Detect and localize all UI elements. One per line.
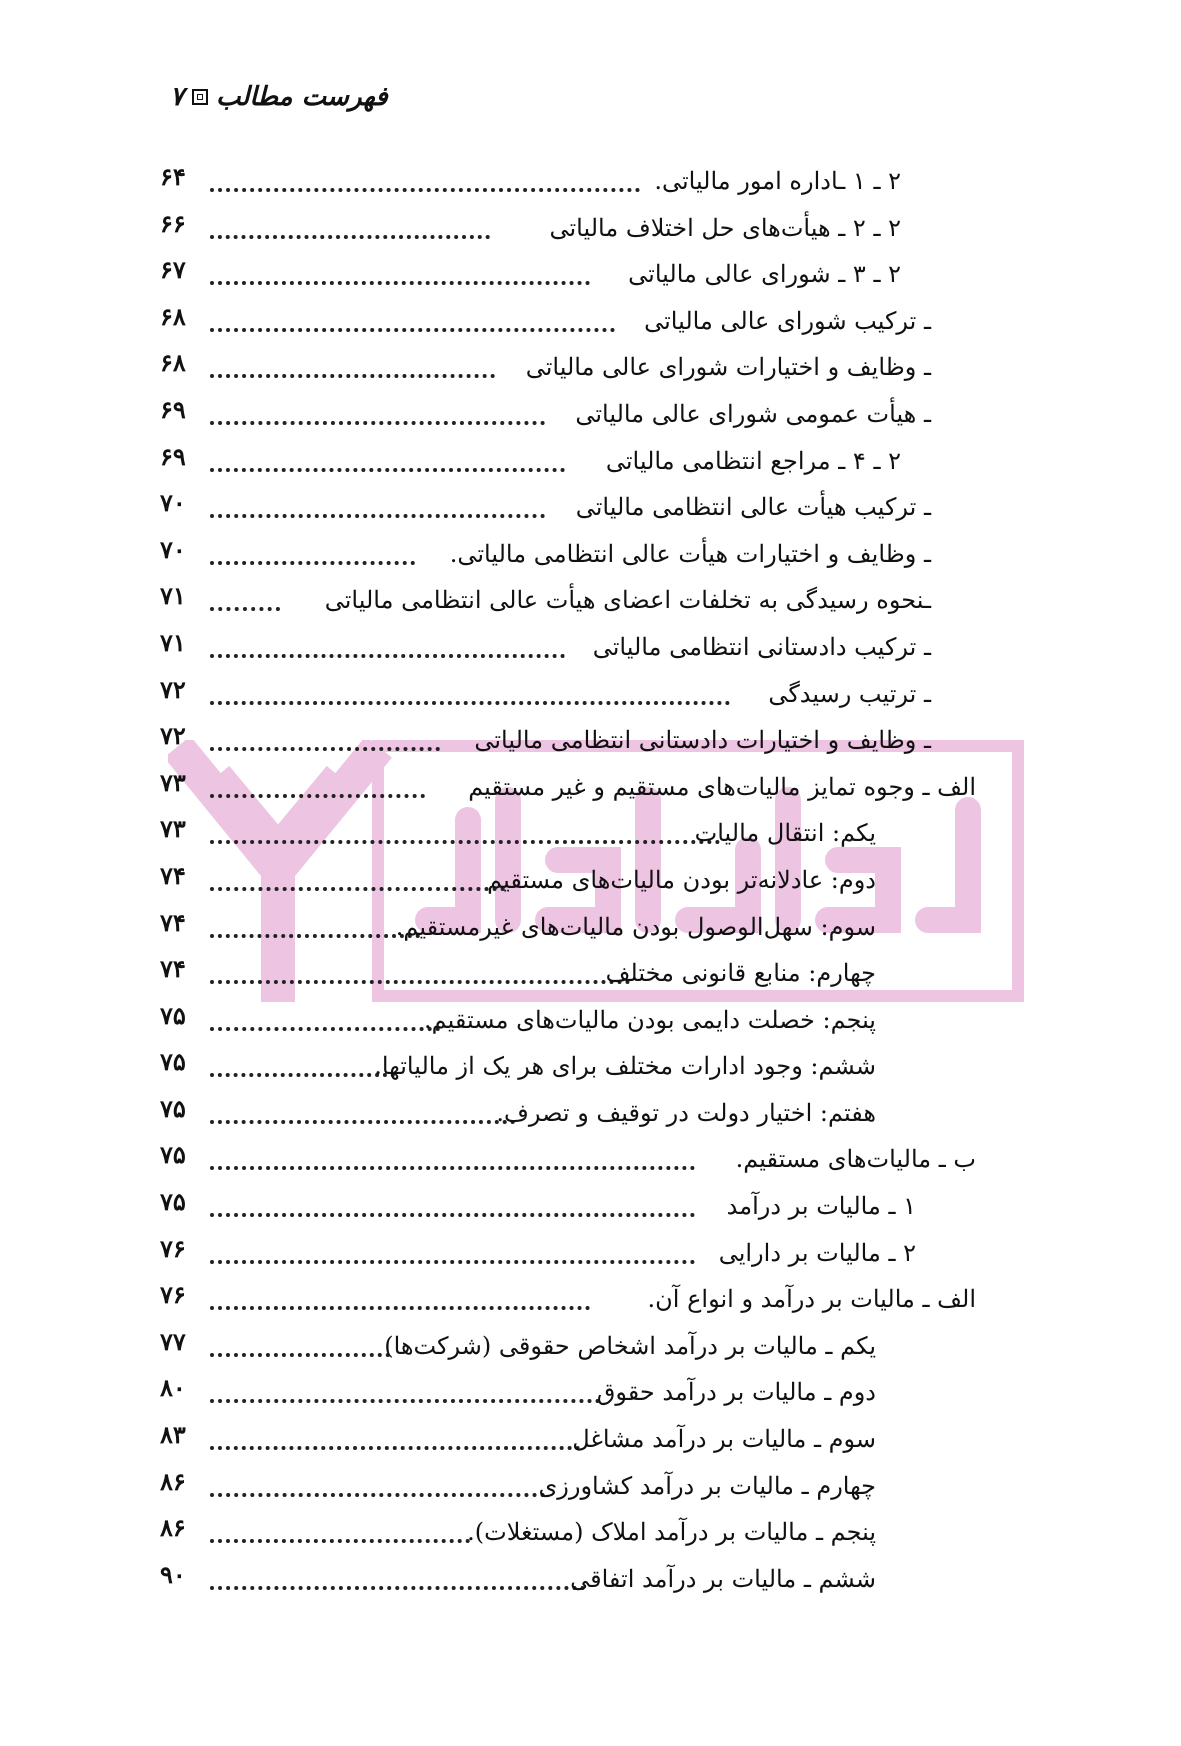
- toc-entry: [0, 1463, 1181, 1510]
- toc-entry-page: ۷۵: [160, 1000, 186, 1030]
- toc-entry-title: پنجم: خصلت دایمی بودن مالیات‌های مستقیم.: [424, 1005, 876, 1034]
- toc-entry-title: ـ هیأت عمومی شورای عالی مالیاتی: [575, 399, 931, 428]
- toc-entry: [0, 531, 1181, 578]
- toc-entry: [0, 1136, 1181, 1183]
- toc-entry: [0, 857, 1181, 904]
- toc-entry-title: الف ـ مالیات بر درآمد و انواع آن.: [647, 1285, 976, 1314]
- toc-entry-page: ۶۴: [160, 162, 186, 191]
- toc-entry-page: ۶۸: [160, 301, 186, 331]
- header-title: فهرست مطالب: [215, 82, 388, 112]
- dot-leader: [210, 628, 565, 658]
- dot-leader: [210, 675, 730, 705]
- dot-leader: [210, 1280, 590, 1310]
- toc-entry-page: ۷۳: [160, 767, 186, 797]
- dot-leader: [210, 1513, 470, 1543]
- toc-entry-title: ۲ ـ ۳ ـ شورای عالی مالیاتی: [628, 260, 901, 289]
- toc-entry: [0, 1043, 1181, 1090]
- toc-entry: [0, 624, 1181, 671]
- toc-entry: [0, 1276, 1181, 1323]
- toc-entry: [0, 577, 1181, 624]
- toc-entry-title: ۲ ـ ۲ ـ هیأت‌های حل اختلاف مالیاتی: [549, 213, 901, 242]
- toc-entry-page: ۶۹: [160, 394, 186, 424]
- toc-entry-page: ۷۲: [160, 721, 186, 751]
- toc-entry: [0, 1183, 1181, 1230]
- header-square-icon: [192, 89, 208, 105]
- toc-entry: [0, 671, 1181, 718]
- toc-entry-title: الف ـ وجوه تمایز مالیات‌های مستقیم و غیر مستقیم: [468, 772, 976, 801]
- toc-entry: [0, 950, 1181, 997]
- toc-entry-title: سوم ـ مالیات بر درآمد مشاغل: [572, 1425, 876, 1454]
- toc-entry-page: ۷۱: [160, 627, 186, 657]
- toc-entry-page: ۷۵: [160, 1140, 186, 1170]
- toc-entry-title: سوم: سهل‌الوصول بودن مالیات‌های غیرمستقیم.: [395, 912, 876, 941]
- page-header: [170, 82, 388, 112]
- dot-leader: [210, 1420, 580, 1450]
- toc-entry: [0, 997, 1181, 1044]
- toc-entry-title: ـ ترتیب رسیدگی: [768, 679, 931, 708]
- toc-entry-page: ۸۰: [160, 1373, 186, 1403]
- toc-entry-title: ۲ ـ ۴ ـ مراجع انتظامی مالیاتی: [605, 446, 901, 475]
- toc-entry-page: ۶۶: [160, 208, 186, 238]
- dot-leader: [210, 488, 545, 518]
- toc-entry-page: ۸۶: [160, 1513, 186, 1543]
- toc-entry-page: ۷۴: [160, 860, 186, 890]
- toc-entry-page: ۷۱: [160, 581, 186, 611]
- toc-entry-title: ـ ترکیب هیأت عالی انتظامی مالیاتی: [575, 493, 931, 522]
- dot-leader: [210, 1001, 440, 1031]
- dot-leader: [210, 814, 720, 844]
- toc-entry-title: ـنحوه رسیدگی به تخلفات اعضای هیأت عالی انتظامی مالیاتی: [324, 586, 931, 615]
- dot-leader: [210, 861, 505, 891]
- dot-leader: [210, 1373, 600, 1403]
- dot-leader: [210, 442, 565, 472]
- header-page-number: ۷: [170, 82, 184, 112]
- dot-leader: [210, 209, 490, 239]
- dot-leader: [210, 1094, 515, 1124]
- toc-entry-title: چهارم: منابع قانونی مختلف: [605, 959, 876, 988]
- toc-entry-page: ۷۶: [160, 1233, 186, 1263]
- toc-entry-title: ۲ ـ مالیات بر دارایی: [718, 1238, 916, 1267]
- toc-entry-title: ـ ترکیب دادستانی انتظامی مالیاتی: [592, 632, 931, 661]
- toc-entry-title: ـ وظایف و اختیارات شورای عالی مالیاتی: [525, 353, 931, 382]
- table-of-contents: [0, 158, 1181, 1602]
- dot-leader: [210, 255, 590, 285]
- toc-entry: [0, 1369, 1181, 1416]
- dot-leader: [210, 721, 440, 751]
- toc-entry-page: ۸۳: [160, 1420, 186, 1450]
- toc-entry: [0, 391, 1181, 438]
- toc-entry: [0, 717, 1181, 764]
- toc-entry: [0, 1090, 1181, 1137]
- toc-entry-page: ۷۴: [160, 907, 186, 937]
- toc-entry-title: دوم ـ مالیات بر درآمد حقوق: [596, 1378, 876, 1407]
- toc-entry-page: ۷۵: [160, 1187, 186, 1217]
- toc-entry-page: ۷۵: [160, 1047, 186, 1077]
- toc-entry: [0, 764, 1181, 811]
- toc-entry-title: ۱ ـ مالیات بر درآمد: [726, 1192, 916, 1221]
- toc-entry-page: ۷۳: [160, 814, 186, 844]
- toc-entry-title: ـ وظایف و اختیارات دادستانی انتظامی مالیاتی: [474, 726, 931, 755]
- dot-leader: [210, 954, 630, 984]
- dot-leader: [210, 302, 615, 332]
- toc-entry-title: ششم: وجود ادارات مختلف برای هر یک از مالیاتها.: [374, 1052, 876, 1081]
- toc-entry-page: ۷۷: [160, 1326, 186, 1356]
- toc-entry-title: پنجم ـ مالیات بر درآمد املاک (مستغلات).: [467, 1518, 876, 1547]
- dot-leader: [210, 1467, 545, 1497]
- dot-leader: [210, 395, 545, 425]
- toc-entry-page: ۶۹: [160, 441, 186, 471]
- toc-entry-page: ۹۰: [160, 1559, 186, 1589]
- toc-entry-page: ۷۲: [160, 674, 186, 704]
- toc-entry-title: ۲ ـ ۱ ـاداره امور مالیاتی.: [654, 167, 901, 195]
- toc-entry-page: ۷۴: [160, 954, 186, 984]
- toc-entry-page: ۷۰: [160, 488, 186, 518]
- dot-leader: [210, 581, 280, 611]
- toc-entry-title: یکم ـ مالیات بر درآمد اشخاص حقوقی (شرکت‌ها): [384, 1331, 876, 1360]
- toc-entry-title: ششم ـ مالیات بر درآمد اتفاقی: [570, 1564, 876, 1593]
- toc-entry: [0, 298, 1181, 345]
- dot-leader: [210, 1047, 395, 1077]
- dot-leader: [210, 1187, 695, 1217]
- toc-entry-page: ۸۶: [160, 1466, 186, 1496]
- toc-entry-title: هفتم: اختیار دولت در توقیف و تصرف.: [496, 1098, 876, 1127]
- dot-leader: [210, 908, 420, 938]
- toc-entry-title: ـ ترکیب شورای عالی مالیاتی: [644, 306, 931, 335]
- dot-leader: [210, 1140, 695, 1170]
- toc-entry-title: چهارم ـ مالیات بر درآمد کشاورزی: [538, 1471, 876, 1500]
- dot-leader: [210, 162, 640, 192]
- dot-leader: [210, 1327, 390, 1357]
- toc-entry: [0, 1230, 1181, 1277]
- toc-entry-title: دوم: عادلانه‌تر بودن مالیات‌های مستقیم: [487, 865, 876, 894]
- toc-entry: [0, 158, 1181, 205]
- toc-entry: [0, 1323, 1181, 1370]
- toc-entry-title: ـ وظایف و اختیارات هیأت عالی انتظامی مالیاتی.: [449, 539, 931, 568]
- dot-leader: [210, 1234, 695, 1264]
- dot-leader: [210, 1560, 585, 1590]
- toc-entry-title: یکم: انتقال مالیات: [694, 819, 876, 848]
- toc-entry: [0, 1509, 1181, 1556]
- dot-leader: [210, 535, 415, 565]
- toc-entry: [0, 810, 1181, 857]
- toc-entry: [0, 904, 1181, 951]
- toc-entry: [0, 344, 1181, 391]
- toc-entry-page: ۷۰: [160, 534, 186, 564]
- toc-entry: [0, 1416, 1181, 1463]
- toc-entry-page: ۷۶: [160, 1280, 186, 1310]
- toc-entry: [0, 251, 1181, 298]
- toc-entry: [0, 438, 1181, 485]
- dot-leader: [210, 768, 425, 798]
- toc-entry: [0, 484, 1181, 531]
- toc-entry: [0, 1556, 1181, 1603]
- toc-entry-page: ۶۸: [160, 348, 186, 378]
- toc-entry-page: ۷۵: [160, 1093, 186, 1123]
- toc-entry: [0, 205, 1181, 252]
- dot-leader: [210, 348, 495, 378]
- toc-entry-title: ب ـ مالیات‌های مستقیم.: [735, 1145, 976, 1174]
- toc-entry-page: ۶۷: [160, 255, 186, 285]
